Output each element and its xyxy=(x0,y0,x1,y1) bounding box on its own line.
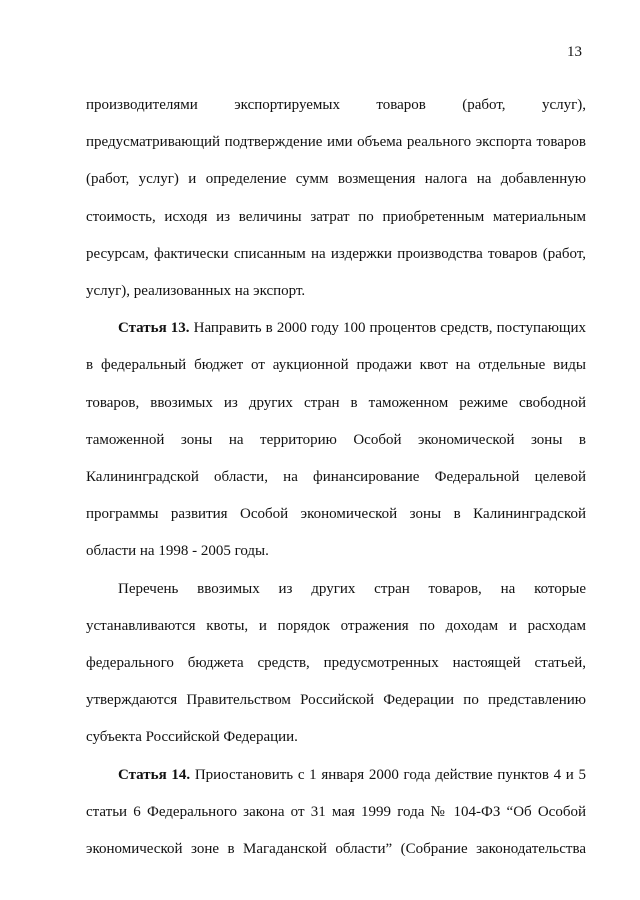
text-line xyxy=(86,757,586,794)
article-heading: Статья 14. xyxy=(118,766,191,783)
text-line: субъекта Российской Федерации. xyxy=(86,729,298,746)
article-text: Направить в 2000 году 100 процентов средств, поступающих xyxy=(189,320,587,337)
text-line: товаров, ввозимых из других стран в таможенном режиме свободной xyxy=(86,394,586,411)
article-heading: Статья 13. xyxy=(118,320,190,337)
paragraph-1 xyxy=(86,87,586,310)
text-line: производителями экспортируемых товаров (работ, услуг), xyxy=(86,97,586,113)
text-line: (работ, услуг) и определение сумм возмещения налога на добавленную xyxy=(86,171,586,188)
text-line: статьи 6 Федерального закона от 31 мая 1999 года № 104-ФЗ “Об Особой xyxy=(86,803,586,820)
text-line: федерального бюджета средств, предусмотренных настоящей статьей, xyxy=(86,655,586,672)
text-line: области на 1998 - 2005 годы. xyxy=(86,543,269,560)
page-number: 13 xyxy=(567,44,582,60)
text-line: экономической зоне в Магаданской области” (Собрание законодательства xyxy=(86,841,586,858)
text-line xyxy=(86,310,586,347)
article-text: Приостановить с 1 января 2000 года действие пунктов 4 и 5 xyxy=(190,766,586,783)
text-line: в федеральный бюджет от аукционной продажи квот на отдельные виды xyxy=(86,357,586,374)
document-body xyxy=(86,87,586,868)
text-line: программы развития Особой экономической зоны в Калининградской xyxy=(86,506,586,523)
text-line: Калининградской области, на финансирование Федеральной целевой xyxy=(86,469,586,486)
article-14 xyxy=(86,757,586,869)
paragraph-3 xyxy=(86,571,586,757)
text-line: устанавливаются квоты, и порядок отражения по доходам и расходам xyxy=(86,617,586,634)
text-line: таможенной зоны на территорию Особой экономической зоны в xyxy=(86,431,586,448)
text-line: услуг), реализованных на экспорт. xyxy=(86,283,306,300)
text-line: ресурсам, фактически списанным на издержки производства товаров (работ, xyxy=(86,245,586,262)
text-line: стоимость, исходя из величины затрат по приобретенным материальным xyxy=(86,208,586,225)
text-line: Перечень ввозимых из других стран товаров, на которые xyxy=(118,580,586,597)
text-line: утверждаются Правительством Российской Федерации по представлению xyxy=(86,692,586,709)
article-13 xyxy=(86,310,586,570)
text-line: предусматривающий подтверждение ими объема реального экспорта товаров xyxy=(86,134,586,151)
